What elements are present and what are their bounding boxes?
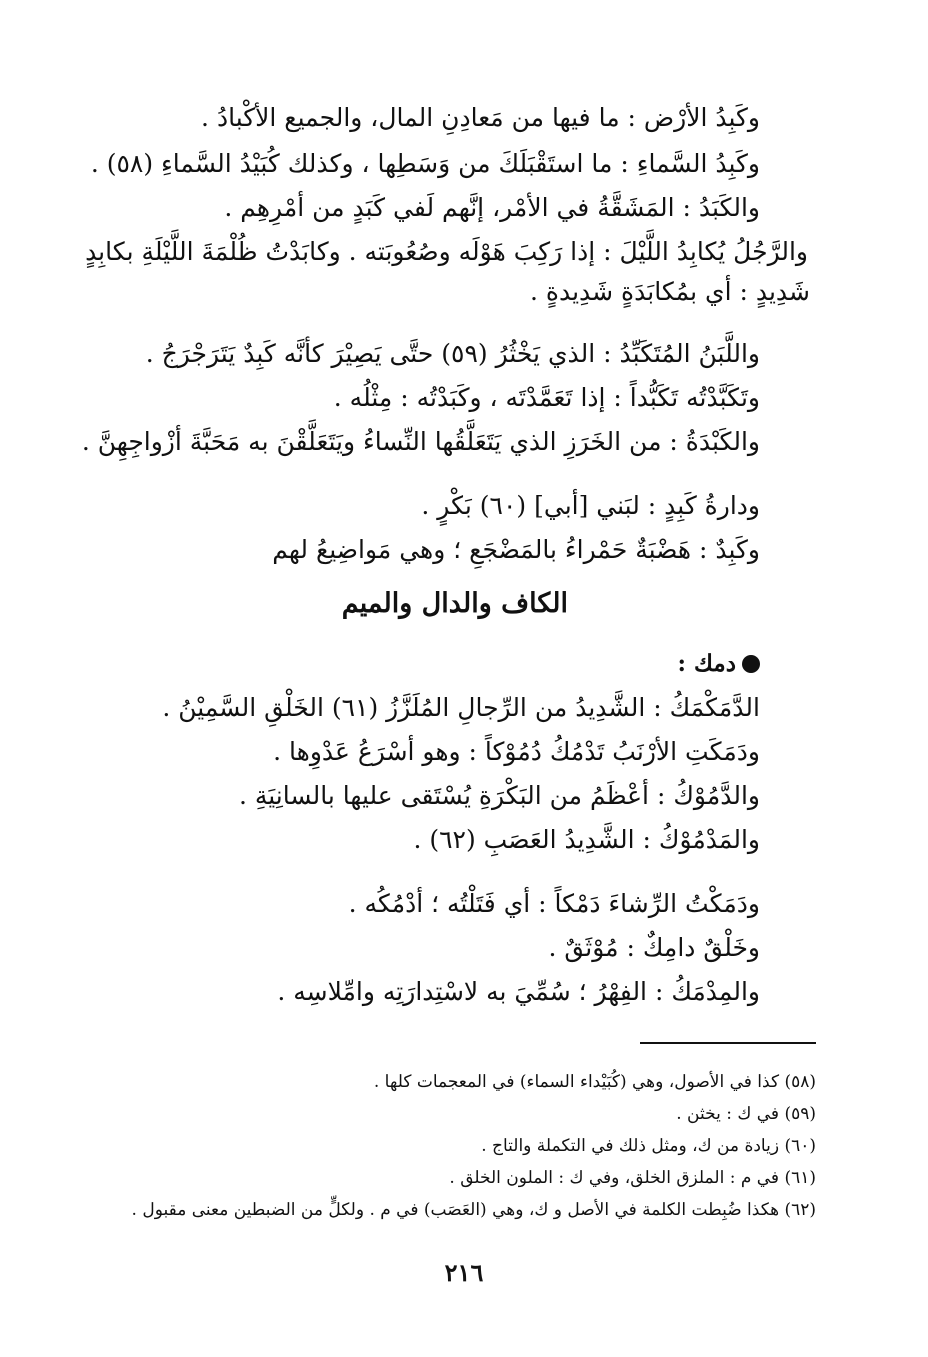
entry-label: [678, 650, 760, 677]
text-line: وتَكَبَّدْتُه تَكَبُّداً : إذا تَعَمَّدْتَه ، وكَبَدْتُه : مِثْلُه .: [333, 383, 760, 412]
text-line: والكَبَدُ : المَشَقَّةُ في الأمْر، إنَّهم لَفي كَبَدٍ من أمْرِهِم .: [224, 193, 760, 222]
footnote: (٦٠) زيادة من ك، ومثل ذلك في التكملة والتاج .: [481, 1136, 816, 1156]
text-line: والكَبْدَةُ : من الخَرَزِ الذي يَتَعَلَّقُها النِّساءُ ويَتَعَلَّقْنَ به مَحَبَّةَ أزْواجِهِنَّ .: [81, 427, 760, 456]
entry-line: ودَمَكَتِ الأرْنَبُ تَدْمُكُ دُمُوْكاً : وهو أسْرَعُ عَدْوِها .: [273, 737, 760, 766]
text-line: ودارةُ كَبِدٍ : لبَني [أبي] (٦٠) بَكْرٍ .: [421, 491, 760, 520]
text-line: والرَّجُلُ يُكابِدُ اللَّيْلَ : إذا رَكِبَ هَوْلَه وصُعُوبَته . وكابَدْتُ ظُلْمَةَ اللَّيْلَةِ بكابِدٍ: [85, 237, 808, 266]
entry-line: والمِدْمَكُ : الفِهْرُ ؛ سُمِّيَ به لاسْتِدارَتِه وامِّلاسِه .: [277, 977, 760, 1006]
entry-line: والدَّمُوْكُ : أعْظَمُ من البَكْرَةِ يُسْتَقى عليها بالسانِيَةِ .: [238, 781, 760, 810]
text-line: شَدِيدٍ : أي بمُكابَدَةٍ شَدِيدةٍ .: [529, 277, 810, 306]
footnote: (٥٩) في ك : يخثن .: [676, 1104, 816, 1124]
footnote: (٦١) في م : الملزق الخلق، وفي ك : الملون الخلق .: [449, 1168, 816, 1188]
entry-line: الدَّمَكْمَكُ : الشَّدِيدُ من الرِّجالِ المُلَزَّزُ (٦١) الخَلْقِ السَّمِيْنُ .: [162, 693, 760, 722]
section-heading: الكاف والدال والميم: [341, 588, 568, 619]
bullet-icon: [742, 655, 760, 673]
footnote: (٦٢) هكذا ضُبِطت الكلمة في الأصل و ك، وهي (العَصَب) في م . ولكلٍّ من الضبطين معنى مقبول .: [131, 1200, 816, 1220]
page-number: ٢١٦: [444, 1258, 484, 1287]
footnote: (٥٨) كذا في الأصول، وهي (كُبَيْداء السماء) في المعجمات كلها .: [373, 1072, 816, 1092]
entry-label-text: دمك :: [677, 650, 736, 677]
text-line: وكَبِدُ السَّماءِ : ما استَقْبَلَكَ من وَسَطِها ، وكذلك كُبَيْدُ السَّماءِ (٥٨) .: [90, 149, 760, 178]
entry-line: وخَلْقٌ دامِكٌ : مُوْثَقٌ .: [548, 933, 760, 962]
text-line: وكَبِدُ الأرْض : ما فيها من مَعادِنِ المال، والجميع الأكْبادُ .: [201, 103, 760, 132]
entry-line: ودَمَكْتُ الرِّشاءَ دَمْكاً : أي فَتَلْتُه ؛ أدْمُكُه .: [348, 889, 760, 918]
entry-line: والمَدْمُوْكُ : الشَّدِيدُ العَصَبِ (٦٢) .: [413, 825, 760, 854]
text-line: واللَّبَنُ المُتَكَبِّدُ : الذي يَخْثُرُ (٥٩) حتَّى يَصِيْرَ كأنَّه كَبِدٌ يَتَرَجْرَجُ .: [145, 339, 760, 368]
footnote-divider: [640, 1042, 816, 1044]
text-line: وكَبِدٌ : هَضْبَةٌ حَمْراءُ بالمَضْجَعِ ؛ وهي مَواضِيعُ لهم: [272, 535, 760, 564]
